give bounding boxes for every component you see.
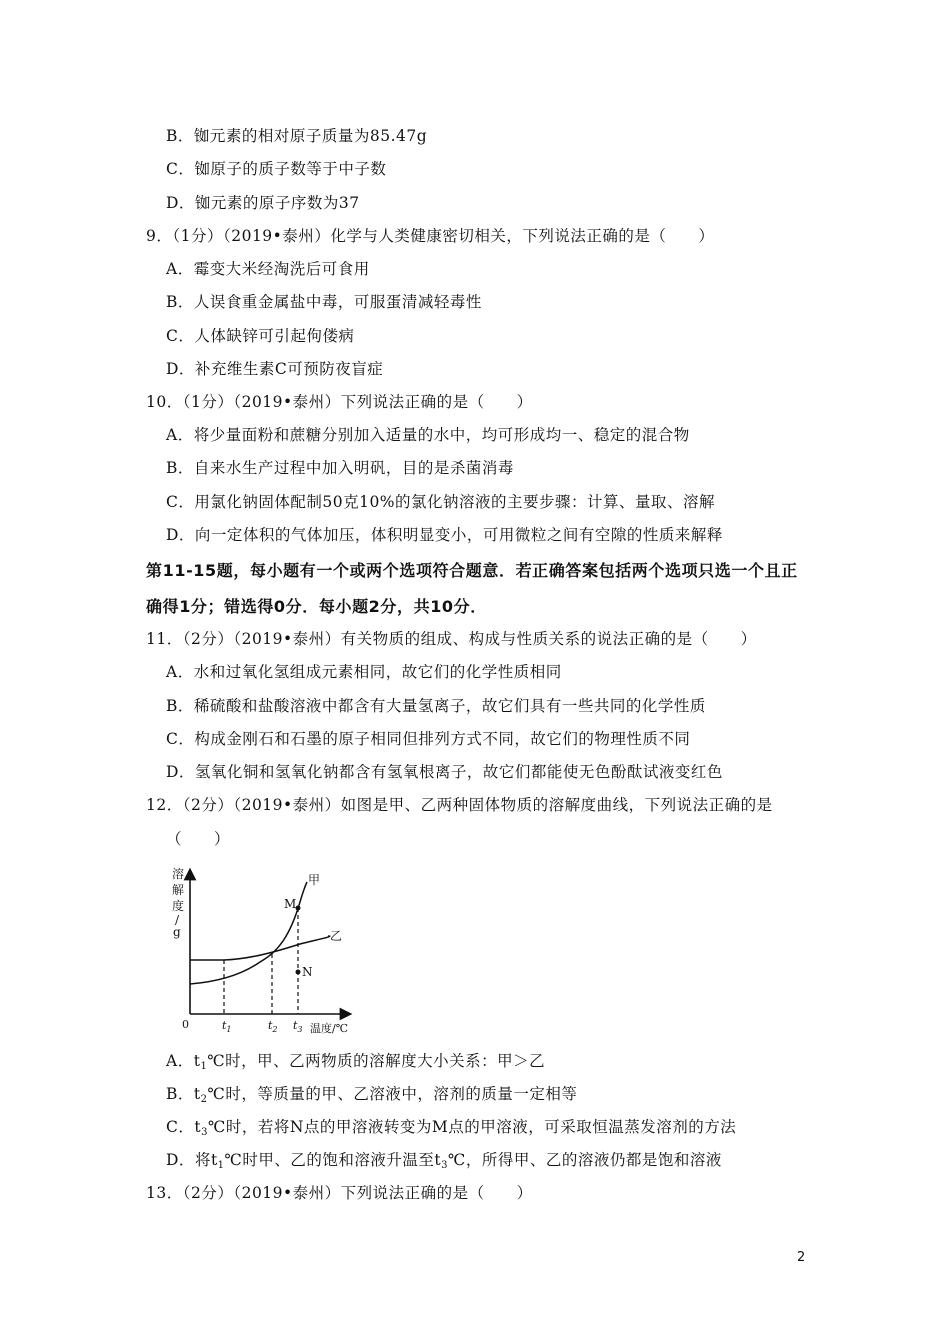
- q9-stem: 9．（1分）（2019•泰州）化学与人类健康密切相关，下列说法正确的是（ ）: [146, 227, 715, 245]
- q11-option-c: C．构成金刚石和石墨的原子相同但排列方式不同，故它们的物理性质不同: [166, 730, 691, 748]
- q12-option-d: [166, 1149, 722, 1177]
- origin-label: 0: [182, 1018, 189, 1031]
- option-text: ℃时，甲、乙两物质的溶解度大小关系：甲＞乙: [207, 1052, 546, 1070]
- q12-stem: 12．（2分）（2019•泰州）如图是甲、乙两种固体物质的溶解度曲线，下列说法正确的是: [146, 796, 773, 814]
- q10-option-a: A．将少量面粉和蔗糖分别加入适量的水中，均可形成均一、稳定的混合物: [166, 426, 690, 444]
- y-label-char: 溶: [172, 867, 185, 881]
- option-letter: C．: [166, 1118, 195, 1136]
- option-letter: A．: [166, 1052, 194, 1070]
- y-axis-label: [172, 866, 184, 939]
- q11-option-a: A．水和过氧化氢组成元素相同，故它们的化学性质相同: [166, 663, 562, 681]
- option-text: ℃时，等质量的甲、乙溶液中，溶剂的质量一定相等: [207, 1085, 578, 1103]
- x-axis-label: 温度/℃: [310, 1022, 349, 1035]
- x-tick-t3: $t_3$: [293, 1019, 303, 1034]
- y-label-char: /: [175, 913, 180, 927]
- option-text: ℃，所得甲、乙的溶液仍都是饱和溶液: [448, 1151, 722, 1169]
- page-number: 2: [797, 1250, 806, 1265]
- q13-stem: 13．（2分）（2019•泰州）下列说法正确的是（ ）: [146, 1184, 533, 1202]
- option-letter: B．: [166, 1085, 194, 1103]
- temp-subscript: 3: [201, 1127, 208, 1138]
- temp-subscript: 3: [441, 1160, 448, 1171]
- option-text: 将t: [194, 1151, 218, 1169]
- series-yi-label: 乙: [330, 929, 343, 943]
- q12-option-c: [166, 1116, 736, 1144]
- q11-option-b: B．稀硫酸和盐酸溶液中都含有大量氢离子，故它们具有一些共同的化学性质: [166, 697, 706, 715]
- point-n: [296, 970, 301, 975]
- q10-option-c: C．用氯化钠固体配制50克10%的氯化钠溶液的主要步骤：计算、量取、溶解: [166, 493, 716, 511]
- q9-option-d: D．补充维生素C可预防夜盲症: [166, 360, 384, 378]
- q8-option-b: B．铷元素的相对原子质量为85.47g: [166, 127, 428, 145]
- q8-option-d: D．铷元素的原子序数为37: [166, 194, 360, 212]
- point-n-label: N: [302, 965, 313, 979]
- q8-option-c: C．铷原子的质子数等于中子数: [166, 160, 387, 178]
- temp-symbol: t: [194, 1118, 202, 1136]
- y-label-char: 解: [172, 883, 185, 897]
- q11-option-d: D．氢氧化铜和氢氧化钠都含有氢氧根离子，故它们都能使无色酚酞试液变红色: [166, 763, 723, 781]
- temp-symbol: t: [193, 1085, 201, 1103]
- q9-option-a: A．霉变大米经淘洗后可食用: [166, 260, 370, 278]
- series-jia-label: 甲: [308, 873, 321, 887]
- temp-subscript: 1: [217, 1160, 225, 1171]
- q12-answer-paren: （ ）: [166, 830, 231, 848]
- q9-option-b: B．人误食重金属盐中毒，可服蛋清减轻毒性: [166, 293, 482, 311]
- temp-subscript: 2: [200, 1094, 208, 1105]
- x-tick-t1: $t_1$: [222, 1019, 232, 1034]
- option-letter: D．: [166, 1151, 195, 1169]
- q10-option-d: D．向一定体积的气体加压，体积明显变小，可用微粒之间有空隙的性质来解释: [166, 526, 723, 544]
- temp-symbol: t: [193, 1052, 201, 1070]
- q12-option-a: [166, 1050, 545, 1078]
- section-instruction-line-2: 确得1分；错选得0分．每小题2分，共10分．: [146, 597, 487, 616]
- series-yi-curve: [190, 936, 330, 960]
- option-text: ℃时，若将N点的甲溶液转变为M点的甲溶液，可采取恒温蒸发溶剂的方法: [207, 1118, 737, 1136]
- q11-stem: 11．（2分）（2019•泰州）有关物质的组成、构成与性质关系的说法正确的是（ ）: [146, 630, 757, 648]
- point-m-label: M: [284, 897, 297, 911]
- y-label-char: g: [173, 925, 181, 939]
- option-text: ℃时甲、乙的饱和溶液升温至t: [224, 1151, 442, 1169]
- q9-option-c: C．人体缺锌可引起佝偻病: [166, 327, 355, 345]
- q12-option-b: [166, 1083, 577, 1111]
- q10-stem: 10．（1分）（2019•泰州）下列说法正确的是（ ）: [146, 393, 533, 411]
- section-instruction-line-1: 第11-15题，每小题有一个或两个选项符合题意．若正确答案包括两个选项只选一个且正: [146, 561, 798, 580]
- y-label-char: 度: [172, 899, 185, 913]
- temp-subscript: 1: [200, 1061, 208, 1072]
- q10-option-b: B．自来水生产过程中加入明矾，目的是杀菌消毒: [166, 459, 514, 477]
- x-tick-t2: $t_2$: [268, 1019, 278, 1034]
- solubility-curve-chart: [160, 864, 400, 1040]
